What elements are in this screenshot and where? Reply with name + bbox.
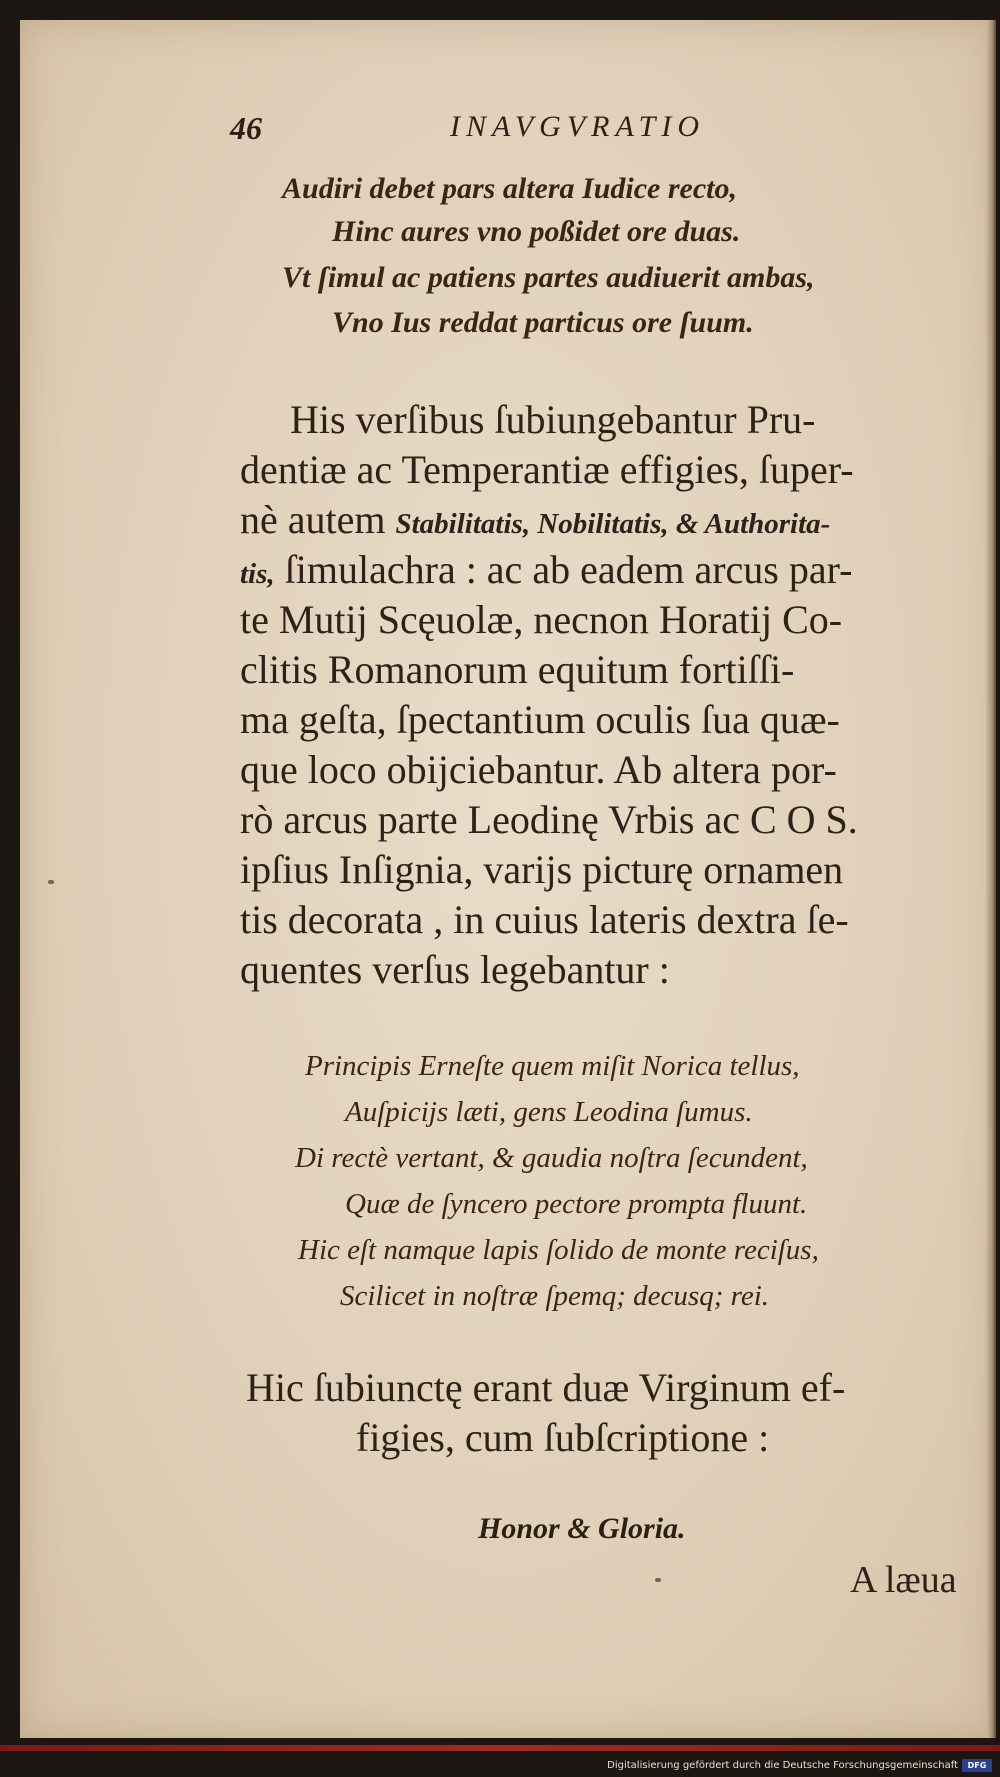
verse-line: Hic eſt namque lapis ſolido de monte reciſus, [298,1234,819,1266]
italic-names: Stabilitatis, Nobilitatis, & Authorita- [395,508,831,540]
paper-speck [48,880,54,884]
page-header [230,110,770,154]
page-number: 46 [230,110,262,146]
prose-line: Hic ſubiunctę erant duæ Virginum ef- [246,1365,846,1410]
prose-line: tis decorata , in cuius lateris dextra ſe- [240,897,849,942]
prose-line: te Mutij Scęuolæ, necnon Horatij Co- [240,597,843,642]
prose-line: ma geſta, ſpectantium oculis ſua quæ- [240,697,840,742]
motto: Honor & Gloria. [478,1512,686,1545]
prose-line: clitis Romanorum equitum fortiſſi- [240,647,795,692]
prose-line: rò arcus parte Leodinę Vrbis ac C O S. [240,797,858,842]
verse-line: Vt ſimul ac patiens partes audiuerit ambas, [282,261,815,294]
verse-line: Quæ de ſyncero pectore prompta fluunt. [345,1188,808,1220]
prose-text: ſimulachra : ac ab eadem arcus par- [284,547,853,592]
prose-text: nè autem [240,497,386,542]
scanner-footer-stripe [0,1745,1000,1751]
prose-line: dentiæ ac Temperantiæ effigies, ſuper- [240,447,854,492]
italic-names: tis, [240,558,275,590]
verse-line: Principis Erneſte quem miſit Norica tellus, [305,1050,800,1082]
prose-line: quentes verſus legebantur : [240,947,670,992]
verse-line: Scilicet in noſtræ ſpemq; decusq; rei. [340,1280,769,1312]
catchword [850,1558,957,1602]
paper-speck [655,1578,661,1582]
dfg-logo: DFG [962,1759,992,1772]
catchword-text: læua [884,1559,957,1601]
page-edge [986,20,996,1738]
prose-line [240,546,852,593]
verse-line: Auſpicijs læti, gens Leodina ſumus. [345,1096,753,1128]
verse-line: Audiri debet pars altera Iudice recto, [282,172,737,205]
prose-line: ipſius Inſignia, varijs picturę ornamen [240,847,844,892]
prose-line: figies, cum ſubſcriptione : [356,1415,770,1460]
prose-line [240,496,830,543]
signature-mark: A [850,1559,876,1601]
running-title: INAVGVRATIO [450,110,706,143]
prose-line: que loco obijciebantur. Ab altera por- [240,747,837,792]
digitization-credit: Digitalisierung gefördert durch die Deutsche Forschungsgemeinschaft [607,1760,958,1771]
verse-line: Hinc aures vno poßidet ore duas. [332,215,741,248]
verse-line: Vno Ius reddat particus ore ſuum. [332,306,754,339]
prose-line: His verſibus ſubiungebantur Pru- [290,397,816,442]
scanner-footer [0,1738,1000,1777]
verse-line: Di rectè vertant, & gaudia noſtra ſecundent, [295,1142,808,1174]
